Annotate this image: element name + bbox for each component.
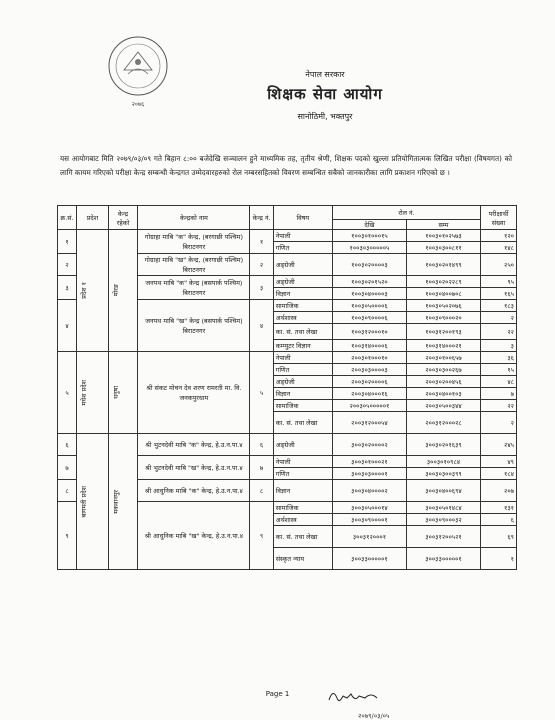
center-no: २ [250, 254, 273, 276]
candidate-count: २०७ [481, 480, 517, 502]
subject-cell: नेपाली [273, 230, 332, 242]
roll-from: १००३०२०१५२० [332, 276, 406, 288]
subject-cell: गणित [273, 364, 332, 376]
roll-from: २००३०३००००३ [332, 364, 406, 376]
hub-label: मकवानपुर [111, 489, 120, 514]
candidate-count: ६९ [481, 526, 517, 548]
candidate-count: ३ [481, 340, 517, 352]
candidate-count: ७ [481, 388, 517, 400]
center-no: ८ [250, 480, 273, 502]
candidate-count: २४५ [481, 434, 517, 456]
col-center-no: केन्द्र नं. [250, 206, 273, 230]
subject-cell: अङ्ग्रेजी [273, 254, 332, 276]
roll-from: ३००३०२००००२ [332, 434, 406, 456]
center-no: ५ [250, 352, 273, 434]
roll-from: ३००३०१०००२१ [332, 456, 406, 468]
center-name: जनपथ माबि "ख" केन्द्र (बसपार्क पश्चिम) बिराटनगर [138, 300, 250, 352]
subject-cell: विज्ञान [273, 288, 332, 300]
candidate-count: १५ [481, 364, 517, 376]
seal-year: २०७६ [131, 101, 145, 108]
center-name: श्री भुटनदेवी माबि "ख" केन्द्र, हे.उ.न.पा.४ [138, 456, 250, 480]
roll-from: ३००३०५०००१४ [332, 502, 406, 514]
roll-from: १००३०३०००००५ [332, 242, 406, 254]
roll-to: ३००३०२०१६३९ [406, 434, 480, 456]
roll-from: ३००३०३००००१ [332, 468, 406, 480]
hub-cell [108, 352, 138, 434]
subject-cell: का. सं. तथा लेखा [273, 324, 332, 340]
province-cell [77, 230, 109, 352]
roll-from: ३००३०४००००२ [332, 480, 406, 502]
subject-cell: संस्कृत न्याय [273, 548, 332, 570]
subject-cell: गणित [273, 242, 332, 254]
roll-to: १००३०३००८११ [406, 242, 480, 254]
roll-to: १००३०१०२५७३ [406, 230, 480, 242]
candidate-count: १२० [481, 230, 517, 242]
roll-to: २००३०३००२६७ [406, 364, 480, 376]
serial-no: ७ [58, 456, 77, 480]
center-no: १ [250, 230, 273, 254]
subject-cell: का. सं. तथा लेखा [273, 526, 332, 548]
subject-cell: का. सं. तथा लेखा [273, 412, 332, 434]
col-roll: रोल नं. [332, 206, 480, 220]
hub-cell [108, 434, 138, 570]
candidate-count: १८३ [481, 300, 517, 312]
roll-to: १००३१४०००२१ [406, 340, 480, 352]
roll-from: २००३१२०००५४ [332, 412, 406, 434]
roll-from: ३००३१२०००१ [332, 526, 406, 548]
signature-date: २०७९/०३/०५ [358, 712, 390, 720]
roll-to: ३००३०४००६९४ [406, 480, 480, 502]
government-name: नेपाल सरकार [305, 70, 345, 79]
subject-cell: अङ्ग्रेजी [273, 434, 332, 456]
subject-cell: अर्थशास्त्र [273, 514, 332, 526]
col-subject: विषय [273, 206, 332, 230]
serial-no: ९ [58, 502, 77, 570]
serial-no: ३ [58, 276, 77, 300]
serial-no: २ [58, 254, 77, 276]
province-label: बागमती प्रदेश [80, 485, 89, 518]
roll-to: २००३०४००१०३ [406, 388, 480, 400]
table-row [58, 434, 517, 456]
candidate-count: १ [481, 548, 517, 570]
candidate-count: २२ [481, 324, 517, 340]
center-no: ७ [250, 456, 273, 480]
center-name: श्री आधुनिक माबि "क" केन्द्र, हे.उ.न.पा.४ [138, 480, 250, 502]
roll-to: २००३०५००३४४ [406, 400, 480, 412]
roll-to: २००३१२०००२८ [406, 412, 480, 434]
roll-from: २००३०१०००१० [332, 352, 406, 364]
subject-cell: सामाजिक [273, 502, 332, 514]
center-no: ४ [250, 300, 273, 352]
subject-cell: अङ्ग्रेजी [273, 376, 332, 388]
col-roll-from: देखि [332, 220, 406, 230]
notice-paragraph: यस आयोगबाट मिति २०७९/०३/०९ गते बिहान ८:०० बजेदेखि सञ्चालन हुने माध्यमिक तह, तृतीय श्रेणी, शिक्षक पदको खुल्ला प्रतियोगितात्मक लिखित परीक्षा (विषयगत) को लागि कायम गरिएको परीक्षा केन्द्र सम्बन्धी केन्द्रगत उम्मेदवारहरुको रोल नम्बरसहितको विवरण सम्बन्धित सबैको जानकारीका लागि प्रकाशन गरिएको छ । [60, 154, 512, 177]
roll-from: १००३०१०००१५ [332, 230, 406, 242]
col-roll-to: सम्म [406, 220, 480, 230]
col-province: प्रदेश [77, 206, 109, 230]
candidate-count: १३१ [481, 502, 517, 514]
roll-to: ३००३०९०००३२ [406, 514, 480, 526]
roll-to: ३००३१२००५२१ [406, 526, 480, 548]
center-name: श्री भुटनदेवी माबि "क" केन्द्र, हे.उ.न.पा.४ [138, 434, 250, 456]
page-number: Page 1 [265, 690, 290, 698]
roll-from: २००३०५०००००१ [332, 400, 406, 412]
center-name: जनपथ माबि "क" केन्द्र (बसपार्क पश्चिम) बिराटनगर [138, 276, 250, 300]
center-name: गोग्राहा माबि "क" केन्द्र, (बरगाछी पश्चिम) बिराटनगर [138, 230, 250, 254]
roll-to: ३००३०१०९८४ [406, 456, 480, 468]
roll-to: १००३०४००७०८ [406, 288, 480, 300]
candidate-count: ३६ [481, 352, 517, 364]
center-no: ९ [250, 502, 273, 570]
roll-from: १००३१४००००६ [332, 340, 406, 352]
table-row [58, 352, 517, 364]
roll-to: २००३०१००६५७ [406, 352, 480, 364]
col-hub: केन्द्र रहेको [108, 206, 138, 230]
exam-center-table [57, 205, 517, 570]
roll-to: १००३१२००१९३ [406, 324, 480, 340]
serial-no: १ [58, 230, 77, 254]
province-cell [77, 352, 109, 434]
candidate-count: ४८ [481, 376, 517, 388]
col-sn: क्र.सं. [58, 206, 77, 230]
candidate-count: २२ [481, 400, 517, 412]
serial-no: ६ [58, 434, 77, 456]
subject-cell: अङ्ग्रेजी [273, 276, 332, 288]
roll-to: ३००३०५०१४८४ [406, 502, 480, 514]
province-cell [77, 434, 109, 570]
col-center: केन्द्रको नाम [138, 206, 250, 230]
roll-to: १००३०९०००२० [406, 312, 480, 324]
center-name: गोग्राहा माबि "ख" केन्द्र, (बरगाछी पश्चिम) बिराटनगर [138, 254, 250, 276]
center-no: ६ [250, 434, 273, 456]
subject-cell: कम्प्युटर विज्ञान [273, 340, 332, 352]
subject-cell: सामाजिक [273, 300, 332, 312]
subject-cell: नेपाली [273, 352, 332, 364]
roll-from: १००३०५००००६ [332, 300, 406, 312]
roll-from: १००३०२००००३ [332, 254, 406, 276]
province-label: प्रदेश १ [80, 282, 89, 299]
roll-from: ३००३०९००००१ [332, 514, 406, 526]
roll-from: २००३०४०००१६ [332, 388, 406, 400]
serial-no: ५ [58, 352, 77, 434]
signature [325, 686, 385, 708]
hub-label: मोरङ [111, 284, 120, 297]
center-name: श्री आधुनिक माबि "ख" केन्द्र, हे.उ.न.पा.४ [138, 502, 250, 570]
subject-cell: गणित [273, 468, 332, 480]
roll-to: २००३०२००४५६ [406, 376, 480, 388]
center-no: ३ [250, 276, 273, 300]
subject-cell: सामाजिक [273, 400, 332, 412]
serial-no: ८ [58, 480, 77, 502]
col-count: परीक्षार्थी संख्या [481, 206, 517, 230]
candidate-count: ९५ [481, 276, 517, 288]
roll-from: ३००३३०००००१ [332, 548, 406, 570]
roll-to: १००३०२०२२८९ [406, 276, 480, 288]
roll-from: १००३०४००००३ [332, 288, 406, 300]
hub-cell [108, 230, 138, 352]
candidate-count: २ [481, 412, 517, 434]
roll-to: ३००३३०००००१ [406, 548, 480, 570]
roll-to: ३००३०३००३९९ [406, 468, 480, 480]
serial-no: ४ [58, 300, 77, 352]
candidate-count: १६५ [481, 288, 517, 300]
candidate-count: १८४ [481, 468, 517, 480]
table-row [58, 230, 517, 242]
candidate-count: २ [481, 312, 517, 324]
subject-cell: विज्ञान [273, 480, 332, 502]
subject-cell: विज्ञान [273, 388, 332, 400]
office-location: सानोठिमी, भक्तपुर [297, 112, 353, 121]
roll-from: १००३१२०००१० [332, 324, 406, 340]
province-label: मधेश प्रदेश [80, 379, 89, 406]
candidate-count: १४८ [481, 242, 517, 254]
center-name: श्री संकट मोचन देव शरण रामरती मा. वि. जनकपुरधाम [138, 352, 250, 434]
commission-seal [106, 34, 170, 114]
hub-label: धनुषा [111, 386, 120, 399]
candidate-count: ६ [481, 514, 517, 526]
page-title: शिक्षक सेवा आयोग [267, 85, 383, 103]
roll-from: १००३०९००००६ [332, 312, 406, 324]
subject-cell: नेपाली [273, 456, 332, 468]
roll-to: १००३०५०२०७६ [406, 300, 480, 312]
roll-from: २००३०२००००६ [332, 376, 406, 388]
candidate-count: २५० [481, 254, 517, 276]
candidate-count: ४९ [481, 456, 517, 468]
roll-to: १००३०२०१४९९ [406, 254, 480, 276]
subject-cell: अर्थशास्त्र [273, 312, 332, 324]
